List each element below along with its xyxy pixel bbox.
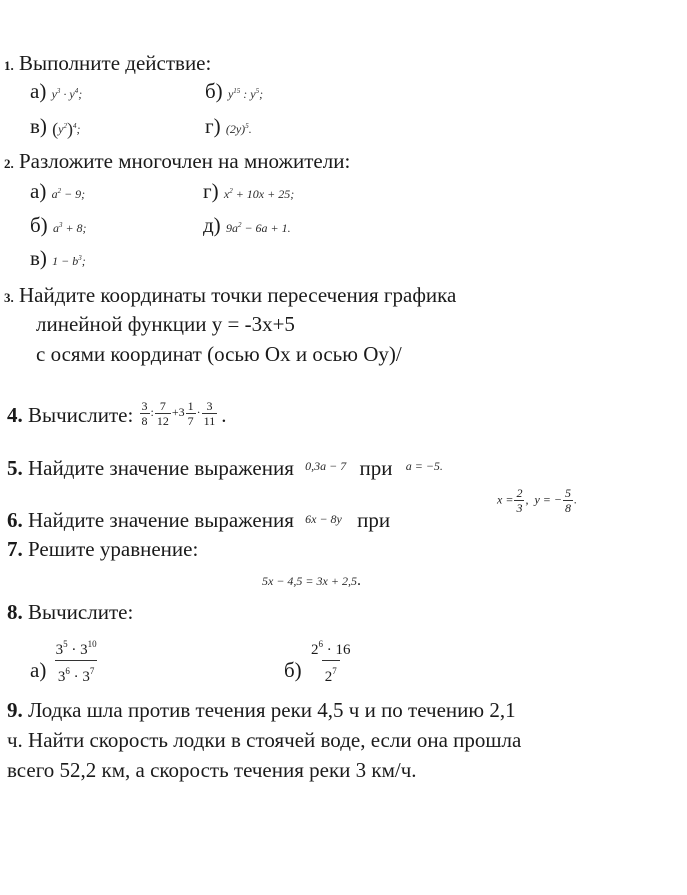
task-number: 7. bbox=[7, 537, 23, 561]
task-9-line-2: ч. Найти скорость лодки в стоячей воде, если она прошла bbox=[7, 728, 522, 752]
task-title: Разложите многочлен на множители: bbox=[19, 149, 351, 173]
expression: $x^2 + 10x + 25$; bbox=[223, 187, 295, 201]
item-label: д) bbox=[203, 213, 221, 237]
task-title: Выполните действие: bbox=[19, 51, 212, 75]
task-3-line-2: линейной функции у = -3х+5 bbox=[36, 312, 295, 336]
task-8-header bbox=[7, 599, 133, 625]
task-3-line-1 bbox=[4, 282, 456, 311]
task-title: Найдите значение выражения bbox=[28, 508, 294, 532]
item-label: а) bbox=[30, 79, 47, 103]
task-1-g bbox=[205, 113, 252, 142]
task-1-b bbox=[205, 78, 263, 107]
task-6-condition: x = $\frac{2}{3}$ , y = − $\frac{5}{8}$ . bbox=[497, 486, 577, 515]
expression: $a^2 - 9$; bbox=[51, 187, 86, 201]
item-label: а) bbox=[30, 179, 47, 203]
item-label: б) bbox=[30, 213, 48, 237]
task-5 bbox=[7, 455, 443, 484]
task-number: 6. bbox=[7, 508, 23, 532]
task-1-header bbox=[4, 50, 211, 79]
expression: $a^3 + 8$; bbox=[52, 221, 87, 235]
item-label: в) bbox=[30, 246, 47, 270]
task-7-equation: 5x − 4,5 = 3x + 2,5. bbox=[262, 572, 361, 589]
task-6 bbox=[7, 507, 390, 536]
task-title: Найдите значение выражения bbox=[28, 456, 294, 480]
item-label: г) bbox=[203, 179, 219, 203]
item-label: б) bbox=[205, 79, 223, 103]
expression: $9a^2 - 6a + 1$. bbox=[225, 221, 291, 235]
task-2-a bbox=[30, 178, 85, 207]
task-9-line-1 bbox=[7, 697, 516, 723]
task-number: 9. bbox=[7, 698, 23, 722]
task-3-line-3: с осями координат (осью Ох и осью Оу)/ bbox=[36, 342, 402, 366]
expression: $(y^2)^4$; bbox=[52, 119, 81, 139]
task-number: 3. bbox=[4, 290, 14, 305]
task-1-v bbox=[30, 113, 81, 142]
task-text: Лодка шла против течения реки 4,5 ч и по течению 2,1 bbox=[28, 698, 516, 722]
expression: $y^3 \cdot y^4$; bbox=[51, 87, 83, 101]
item-label: г) bbox=[205, 114, 221, 138]
task-number: 2. bbox=[4, 156, 14, 171]
expression: 0,3a − 7 bbox=[305, 459, 347, 473]
task-2-v bbox=[30, 245, 86, 274]
item-label: б) bbox=[284, 658, 302, 683]
expression: $1 - b^3$; bbox=[52, 254, 86, 268]
task-title: Вычислите: bbox=[28, 403, 134, 427]
task-8-b bbox=[284, 634, 354, 687]
condition: a = −5. bbox=[405, 459, 443, 473]
expression: $(2y)^5$. bbox=[225, 122, 252, 136]
expression: 6x − 8y bbox=[305, 512, 342, 526]
task-number: 1. bbox=[4, 58, 14, 73]
task-text: Найдите координаты точки пересечения графика bbox=[19, 283, 457, 307]
task-1-a bbox=[30, 78, 82, 107]
fraction: $\frac{2^6 \cdot 16}{2^7}$ bbox=[310, 639, 351, 685]
item-label: в) bbox=[30, 114, 47, 138]
task-number: 5. bbox=[7, 456, 23, 480]
item-label: а) bbox=[30, 658, 47, 683]
expression: $y^{15}$ : $y^5$; bbox=[227, 87, 264, 101]
task-number: 4. bbox=[7, 403, 23, 427]
task-2-g bbox=[203, 178, 294, 207]
word-pri: при bbox=[359, 456, 393, 480]
task-4: 4. Вычислите: $^{\frac{3}{8} : \frac{7}{12} +3 \frac{1}{7} \cdot \frac{3}{11}}$ . bbox=[7, 398, 227, 428]
task-7-header bbox=[7, 536, 198, 562]
task-9-line-3: всего 52,2 км, а скорость течения реки 3 км/ч. bbox=[7, 758, 417, 782]
expression: 3 8 : 7 12 +3 1 7 · 3 11 bbox=[141, 398, 216, 428]
task-title: Вычислите: bbox=[28, 600, 134, 624]
task-title: Решите уравнение: bbox=[28, 537, 199, 561]
task-number: 8. bbox=[7, 600, 23, 624]
word-pri: при bbox=[357, 508, 391, 532]
task-2-d bbox=[203, 212, 291, 241]
task-8-a bbox=[30, 634, 101, 687]
task-2-b bbox=[30, 212, 87, 241]
task-2-header bbox=[4, 148, 350, 177]
fraction: $\frac{3^5 \cdot 3^{10}}{3^6 \cdot 3^7}$ bbox=[55, 639, 97, 685]
